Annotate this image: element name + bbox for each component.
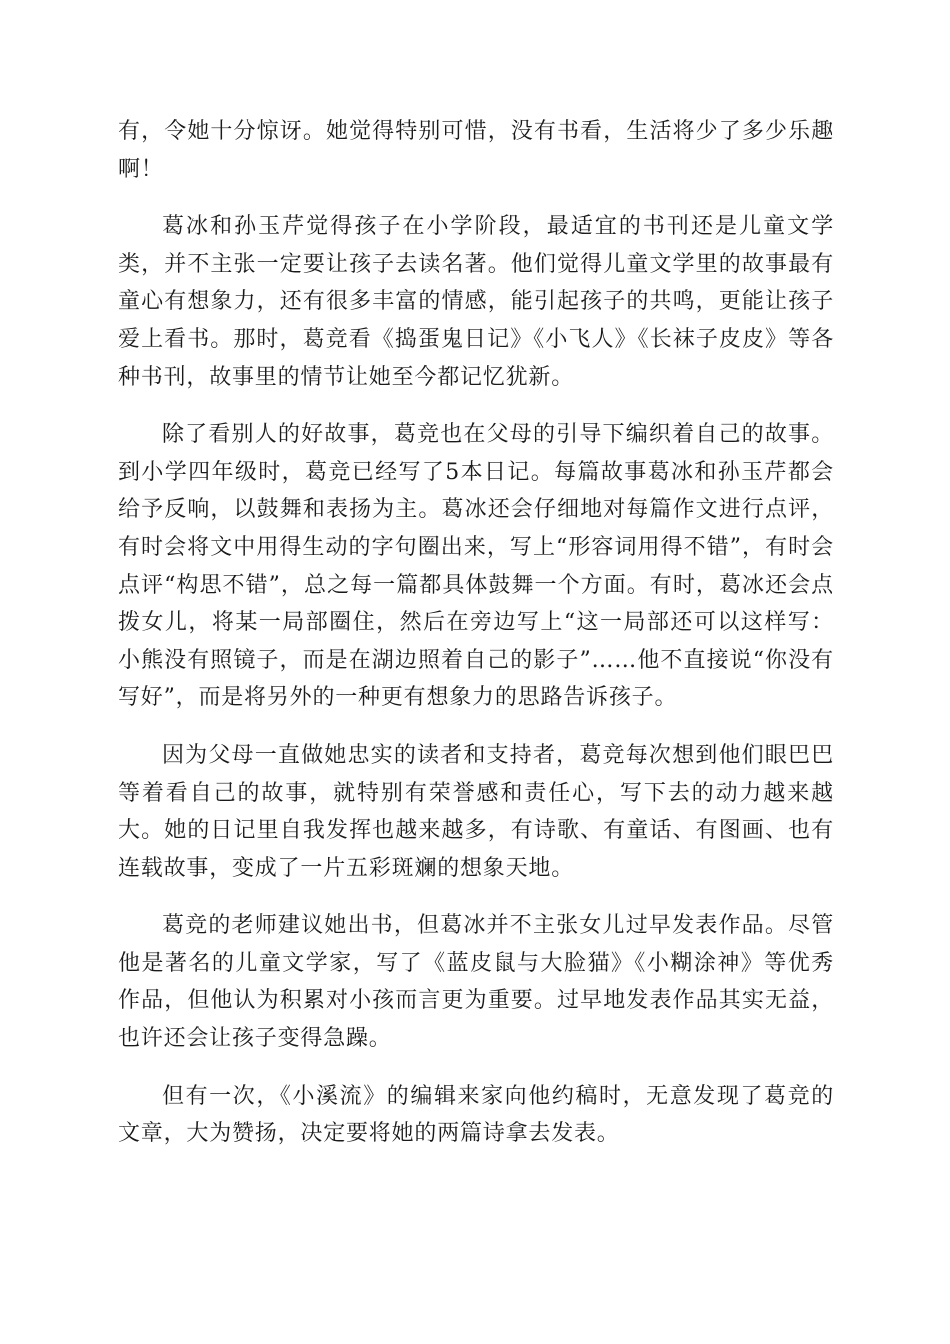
paragraph-motivation: 因为父母一直做她忠实的读者和支持者，葛竞每次想到他们眼巴巴等着看自己的故事，就特别有荣誉感和责任心，写下去的动力越来越大。她的日记里自我发挥也越来越多，有诗歌、有童话、有图画、也有连载故事，变成了一片五彩斑斓的想象天地。 xyxy=(118,742,834,881)
paragraph-publishing-advice: 葛竞的老师建议她出书，但葛冰并不主张女儿过早发表作品。尽管他是著名的儿童文学家，写了《蓝皮鼠与大脸猫》《小糊涂神》等优秀作品，但他认为积累对小孩而言更为重要。过早地发表作品其实无益，也许还会让孩子变得急躁。 xyxy=(118,913,834,1052)
paragraph-first-publication: 但有一次，《小溪流》的编辑来家向他约稿时，无意发现了葛竞的文章，大为赞扬，决定要将她的两篇诗拿去发表。 xyxy=(118,1083,834,1147)
paragraph-reading-choice: 葛冰和孙玉芹觉得孩子在小学阶段，最适宜的书刊还是儿童文学类，并不主张一定要让孩子去读名著。他们觉得儿童文学里的故事最有童心有想象力，还有很多丰富的情感，能引起孩子的共鸣，更能让孩子爱上看书。那时，葛竞看《捣蛋鬼日记》《小飞人》《长袜子皮皮》等各种书刊，故事里的情节让她至今都记忆犹新。 xyxy=(118,214,834,390)
paragraph-diary-feedback: 除了看别人的好故事，葛竞也在父母的引导下编织着自己的故事。到小学四年级时，葛竞已经写了5本日记。每篇故事葛冰和孙玉芹都会给予反响，以鼓舞和表扬为主。葛冰还会仔细地对每篇作文进行点评，有时会将文中用得生动的字句圈出来，写上“形容词用得不错”，有时会点评“构思不错”，总之每一篇都具体鼓舞一个方面。有时，葛冰还会点拨女儿，将某一局部圈住，然后在旁边写上“这一局部还可以这样写：小熊没有照镜子，而是在湖边照着自己的影子”……他不直接说“你没有写好”，而是将另外的一种更有想象力的思路告诉孩子。 xyxy=(118,422,834,711)
paragraph-continuation: 有，令她十分惊讶。她觉得特别可惜，没有书看，生活将少了多少乐趣啊！ xyxy=(118,119,834,182)
document-page xyxy=(118,113,834,1173)
